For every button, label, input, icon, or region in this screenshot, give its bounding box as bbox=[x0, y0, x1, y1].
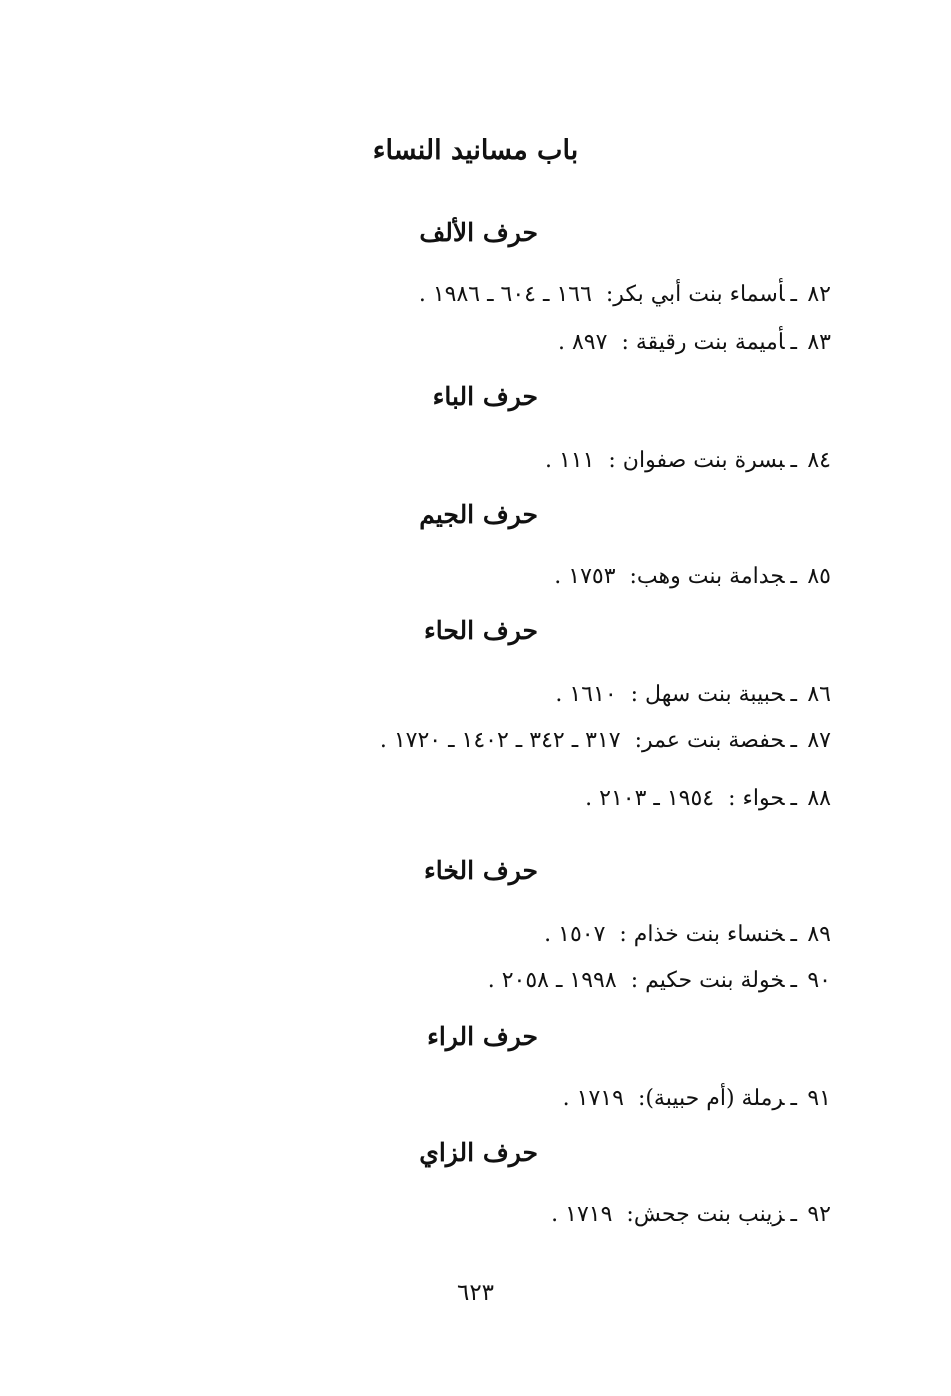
entry-dash: ـ bbox=[790, 922, 797, 947]
index-entry bbox=[563, 1086, 831, 1111]
index-entry bbox=[555, 682, 831, 707]
entry-number: ٨٧ bbox=[807, 728, 831, 753]
entry-name: حفصة بنت عمر: bbox=[634, 728, 785, 753]
entry-refs: ١٧١٩ . bbox=[562, 1086, 624, 1111]
index-entry bbox=[551, 1202, 831, 1227]
entry-number: ٨٤ bbox=[807, 448, 831, 473]
entry-number: ٨٨ bbox=[807, 786, 831, 811]
entry-dash: ـ bbox=[790, 682, 797, 707]
index-entry bbox=[544, 922, 831, 947]
section-heading-ha: حرف الحاء bbox=[424, 616, 538, 645]
entry-name: حواء : bbox=[728, 786, 785, 811]
entry-dash: ـ bbox=[790, 448, 797, 473]
entry-refs: ١١١ . bbox=[544, 448, 595, 473]
entry-name: بسرة بنت صفوان : bbox=[608, 448, 785, 473]
entry-name: رملة (أم حبيبة): bbox=[637, 1086, 785, 1111]
entry-number: ٨٩ bbox=[807, 922, 831, 947]
entry-name: خولة بنت حكيم : bbox=[630, 968, 785, 993]
entry-number: ٨٣ bbox=[807, 330, 831, 355]
index-entry bbox=[558, 330, 831, 355]
entry-name: خنساء بنت خذام : bbox=[619, 922, 785, 947]
page-title: باب مسانيد النساء bbox=[372, 135, 579, 166]
entry-number: ٨٦ bbox=[807, 682, 831, 707]
section-heading-ra: حرف الراء bbox=[427, 1022, 538, 1051]
index-entry bbox=[488, 968, 831, 993]
entry-dash: ـ bbox=[790, 786, 797, 811]
entry-dash: ـ bbox=[790, 282, 797, 307]
entry-refs: ٣١٧ ـ ٣٤٢ ـ ١٤٠٢ ـ ١٧٢٠ . bbox=[379, 728, 621, 753]
entry-dash: ـ bbox=[790, 1202, 797, 1227]
entry-refs: ١٥٠٧ . bbox=[544, 922, 606, 947]
index-entry bbox=[419, 282, 831, 307]
entry-dash: ـ bbox=[790, 1086, 797, 1111]
entry-name: زينب بنت جحش: bbox=[626, 1202, 785, 1227]
entry-refs: ١٩٥٤ ـ ٢١٠٣ . bbox=[585, 786, 715, 811]
entry-dash: ـ bbox=[790, 968, 797, 993]
entry-refs: ١٧٥٣ . bbox=[554, 564, 616, 589]
index-entry bbox=[554, 564, 831, 589]
entry-name: أسماء بنت أبي بكر: bbox=[605, 282, 785, 307]
entry-name: جدامة بنت وهب: bbox=[629, 564, 785, 589]
index-entry bbox=[545, 448, 831, 473]
section-heading-zay: حرف الزاي bbox=[419, 1138, 538, 1167]
entry-refs: ١٦١٠ . bbox=[555, 682, 617, 707]
entry-refs: ٨٩٧ . bbox=[557, 330, 608, 355]
section-heading-alif: حرف الألف bbox=[419, 218, 538, 247]
entry-dash: ـ bbox=[790, 728, 797, 753]
entry-number: ٨٢ bbox=[807, 282, 831, 307]
index-entry bbox=[380, 728, 831, 753]
entry-refs: ١٩٩٨ ـ ٢٠٥٨ . bbox=[487, 968, 617, 993]
entry-refs: ١٧١٩ . bbox=[551, 1202, 613, 1227]
entry-name: حبيبة بنت سهل : bbox=[630, 682, 785, 707]
section-heading-ba: حرف الباء bbox=[432, 382, 538, 411]
entry-dash: ـ bbox=[790, 564, 797, 589]
entry-name: أميمة بنت رقيقة : bbox=[621, 330, 785, 355]
entry-number: ٩١ bbox=[807, 1086, 831, 1111]
entry-number: ٩٢ bbox=[807, 1202, 831, 1227]
index-entry bbox=[585, 786, 831, 811]
entry-refs: ١٦٦ ـ ٦٠٤ ـ ١٩٨٦ . bbox=[418, 282, 592, 307]
entry-number: ٨٥ bbox=[807, 564, 831, 589]
entry-dash: ـ bbox=[790, 330, 797, 355]
entry-number: ٩٠ bbox=[807, 968, 831, 993]
section-heading-jim: حرف الجيم bbox=[419, 500, 538, 529]
section-heading-kha: حرف الخاء bbox=[424, 856, 538, 885]
page-number: ٦٢٣ bbox=[456, 1280, 495, 1306]
